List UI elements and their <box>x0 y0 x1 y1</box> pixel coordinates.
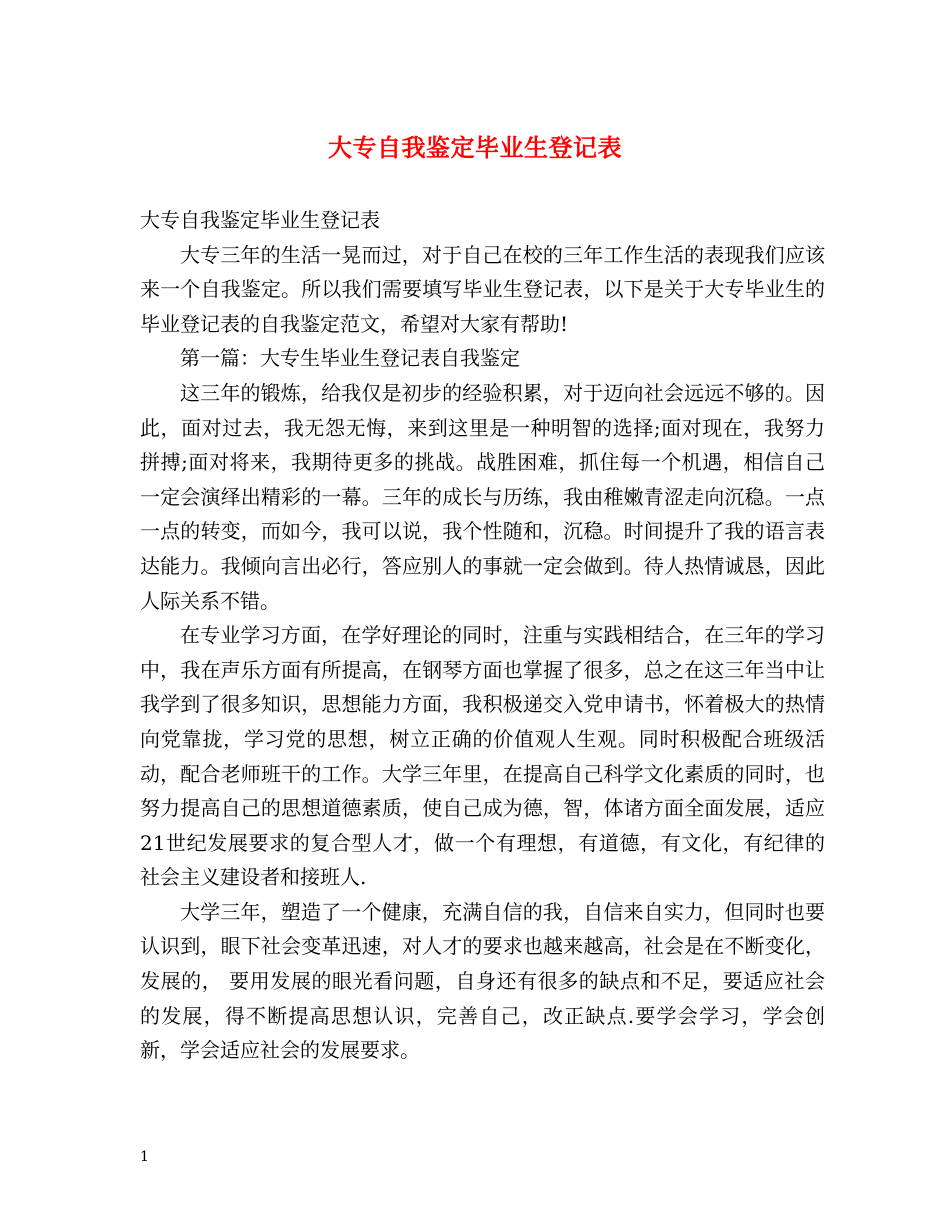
paragraph-3: 大学三年，塑造了一个健康，充满自信的我，自信来自实力，但同时也要认识到，眼下社会变革迅速，对人才的要求也越来越高，社会是在不断变化，发展的， 要用发展的眼光看问题，自身还有很多的缺点和不足，要适应社会的发展，得不断提高思想认识，完善自己，改正缺点.要学会学习，学会创新，学会适应社会的发展要求。 <box>140 899 825 1063</box>
paragraph-2: 在专业学习方面，在学好理论的同时，注重与实践相结合，在三年的学习中，我在声乐方面有所提高，在钢琴方面也掌握了很多，总之在这三年当中让我学到了很多知识，思想能力方面，我积极递交入党申请书，怀着极大的热情向党靠拢，学习党的思想，树立正确的价值观人生观。同时积极配合班级活动，配合老师班干的工作。大学三年里，在提高自己科学文化素质的同时，也努力提高自己的思想道德素质，使自己成为德，智，体诸方面全面发展，适应21世纪发展要求的复合型人才，做一个有理想，有道德，有文化，有纪律的社会主义建设者和接班人. <box>140 623 825 890</box>
section-heading: 第一篇：大专生毕业生登记表自我鉴定 <box>180 346 520 371</box>
document-title: 大专自我鉴定毕业生登记表 <box>328 133 622 162</box>
document-body <box>140 203 825 1068</box>
page-number: 1 <box>140 1149 149 1165</box>
paragraph-intro: 大专三年的生活一晃而过，对于自己在校的三年工作生活的表现我们应该来一个自我鉴定。所以我们需要填写毕业生登记表，以下是关于大专毕业生的毕业登记表的自我鉴定范文，希望对大家有帮助! <box>140 242 825 336</box>
subtitle: 大专自我鉴定毕业生登记表 <box>140 208 380 232</box>
paragraph-1: 这三年的锻炼，给我仅是初步的经验积累，对于迈向社会远远不够的。因此，面对过去，我无怨无悔，来到这里是一种明智的选择;面对现在，我努力拼搏;面对将来，我期待更多的挑战。战胜困难，抓住每一个机遇，相信自己一定会演绎出精彩的一幕。三年的成长与历练，我由稚嫩青涩走向沉稳。一点一点的转变，而如今，我可以说，我个性随和，沉稳。时间提升了我的语言表达能力。我倾向言出必行，答应别人的事就一定会做到。待人热情诚恳，因此人际关系不错。 <box>140 380 825 613</box>
